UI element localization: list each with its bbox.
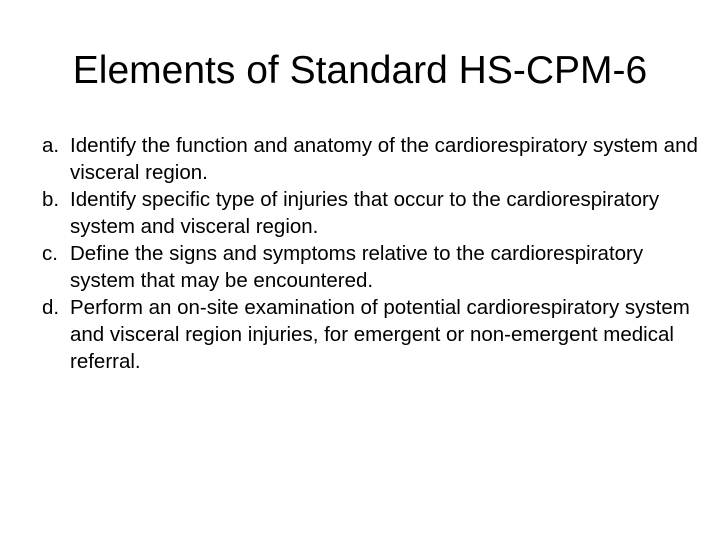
- list-item-text: Identify specific type of injuries that occur to the cardiorespiratory system and visceral region.: [70, 188, 660, 238]
- list-item-text: Perform an on-site examination of potential cardiorespiratory system and visceral region injuries, for emergent or non-emergent medical referral.: [70, 296, 690, 373]
- list-item-marker: d.: [42, 296, 60, 319]
- list-item-text: Define the signs and symptoms relative to the cardiorespiratory system that may be encountered.: [70, 242, 644, 292]
- list-item: [42, 132, 702, 186]
- list-item-marker: b.: [42, 188, 60, 211]
- list-item-text: Identify the function and anatomy of the cardiorespiratory system and visceral region.: [70, 134, 698, 184]
- list-item: [42, 240, 702, 294]
- slide-title: Elements of Standard HS-CPM-6: [72, 49, 648, 92]
- list-item: [42, 294, 702, 375]
- list-item-marker: a.: [42, 134, 60, 157]
- list-item-marker: c.: [42, 242, 58, 265]
- standard-elements-list: [42, 132, 702, 375]
- list-item: [42, 186, 702, 240]
